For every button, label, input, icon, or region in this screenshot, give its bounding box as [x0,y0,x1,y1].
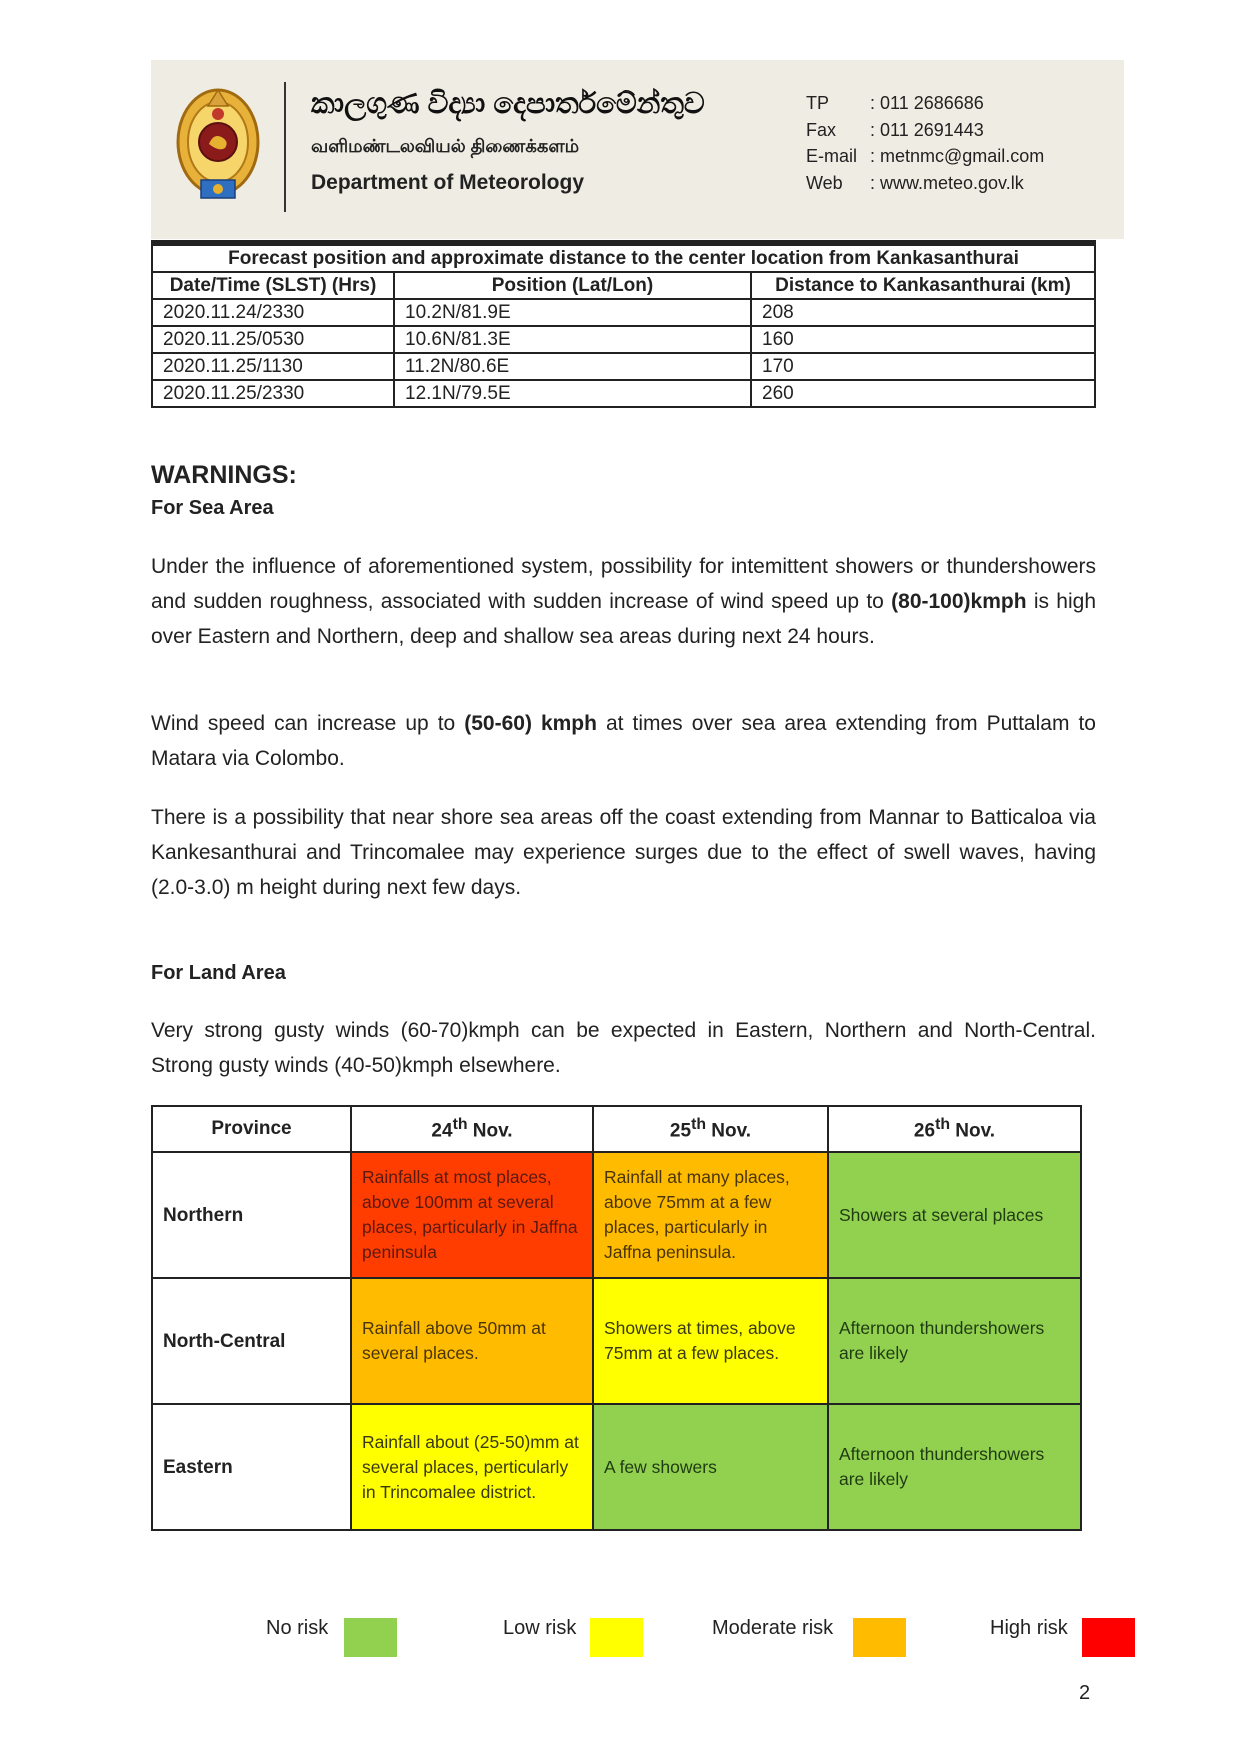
legend-moderate-risk-swatch [853,1618,906,1657]
wind-speed-highlight: (50-60) kmph [464,712,597,735]
department-name-tamil: வளிமண்டலவியல் திணைக்களம் [311,136,580,156]
table-row [152,1152,1081,1278]
risk-cell-low: Rainfall about (25-50)mm at several places, perticularly in Trincomalee district. [351,1404,593,1530]
table-row [152,326,1095,353]
table-title-row [152,245,1095,272]
column-header: Distance to Kankasanthurai (km) [751,272,1095,299]
land-paragraph: Very strong gusty winds (60-70)kmph can be expected in Eastern, Northern and North-Central. Strong gusty winds (40-50)kmph elsewhere. [151,1019,1096,1077]
table-cell: 260 [751,380,1095,407]
province-name: Northern [152,1152,351,1278]
table-row [152,299,1095,326]
table-cell: 11.2N/80.6E [394,353,751,380]
legend-high-risk-swatch [1082,1618,1135,1657]
rainfall-risk-table [151,1105,1082,1531]
column-header [593,1106,828,1152]
column-header: Position (Lat/Lon) [394,272,751,299]
day-number: 24 [431,1120,453,1142]
table-title: Forecast position and approximate distance to the center location from Kankasanthurai [152,245,1095,272]
day-number: 26 [913,1120,936,1142]
contact-label: Fax [806,119,837,140]
day-suffix: th [691,1115,707,1133]
contact-web [806,170,1044,197]
legend-no-risk-label: No risk [266,1617,329,1639]
contact-label: TP [806,93,830,113]
table-cell: 2020.11.25/0530 [152,326,394,353]
table-header-row [152,1106,1081,1152]
contact-details [806,90,1044,196]
land-area-heading: For Land Area [151,962,286,984]
contact-value: : 011 2686686 [870,93,984,113]
column-header: Province [152,1106,351,1152]
risk-cell-moderate: Rainfall at many places, above 75mm at a few places, particularly in Jaffna peninsula. [593,1152,828,1278]
day-suffix: th [935,1115,951,1133]
day-month: Nov. [706,1120,752,1142]
wind-speed-highlight: (80-100)kmph [891,590,1027,613]
column-header [828,1106,1081,1152]
column-header [351,1106,593,1152]
table-cell: 10.2N/81.9E [394,299,751,326]
risk-cell-none: Afternoon thundershowers are likely [828,1278,1081,1404]
paragraph-text: is high over Eastern and Northern, deep and shallow sea areas during next 24 hours. [151,590,1096,648]
column-header: Date/Time (SLST) (Hrs) [152,272,394,299]
table-row [152,1278,1081,1404]
legend-moderate-risk-label: Moderate risk [712,1617,834,1639]
paragraph-text: Wind speed can increase up to [151,712,465,735]
risk-cell-none: A few showers [593,1404,828,1530]
contact-tp [806,90,1044,117]
sea-area-heading: For Sea Area [151,497,274,519]
legend-high-risk-label: High risk [990,1617,1068,1639]
table-cell: 160 [751,326,1095,353]
table-cell: 2020.11.24/2330 [152,299,394,326]
contact-label: Web [806,172,843,193]
province-name: North-Central [152,1278,351,1404]
table-cell: 2020.11.25/2330 [152,380,394,407]
sea-paragraph-3: There is a possibility that near shore sea areas off the coast extending from Mannar to Batticaloa via Kankesanthurai and Trincomalee may experience surges due to the effect of swell waves, having (2.0-3.0) m height during next few days. [151,806,1096,899]
table-header-row [152,272,1095,299]
letterhead [151,60,1124,239]
day-month: Nov. [950,1120,996,1142]
warnings-heading: WARNINGS: [151,461,297,489]
province-name: Eastern [152,1404,351,1530]
contact-value: : 011 2691443 [870,119,984,140]
risk-cell-moderate: Rainfall above 50mm at several places. [351,1278,593,1404]
page-number: 2 [1079,1682,1091,1704]
contact-email [806,143,1044,170]
legend-low-risk-label: Low risk [503,1617,577,1639]
day-number: 25 [669,1120,692,1142]
department-name-english: Department of Meteorology [311,171,585,194]
day-month: Nov. [467,1120,513,1142]
risk-cell-none: Afternoon thundershowers are likely [828,1404,1081,1530]
day-suffix: th [452,1115,468,1133]
table-cell: 2020.11.25/1130 [152,353,394,380]
table-cell: 10.6N/81.3E [394,326,751,353]
forecast-position-table [151,244,1096,408]
sea-paragraph-2 [151,706,1096,776]
legend-no-risk-swatch [344,1618,397,1657]
department-name-sinhala: කාලගුණ විද්‍යා දෙපාර්තමේන්තුව [311,88,705,120]
paragraph-text: at times over sea area extending from Puttalam to Matara via Colombo. [151,712,1096,770]
risk-cell-high: Rainfalls at most places, above 100mm at several places, particularly in Jaffna peninsula [351,1152,593,1278]
table-cell: 12.1N/79.5E [394,380,751,407]
table-row [152,353,1095,380]
contact-fax [806,117,1044,144]
paragraph-text: Under the influence of aforementioned system, possibility for intemittent showers or thundershowers and sudden roughness, associated with sudden increase of wind speed up to [151,555,1096,613]
table-cell: 170 [751,353,1095,380]
contact-label: E-mail [806,146,858,166]
risk-cell-low: Showers at times, above 75mm at a few places. [593,1278,828,1404]
sri-lanka-emblem-icon [173,84,263,206]
table-row [152,1404,1081,1530]
sea-paragraph-1 [151,549,1096,654]
header-divider [284,82,286,212]
table-row [152,380,1095,407]
contact-value[interactable]: : metnmc@gmail.com [870,146,1045,166]
legend-low-risk-swatch [590,1618,643,1657]
contact-value[interactable]: : www.meteo.gov.lk [870,172,1024,193]
risk-cell-none: Showers at several places [828,1152,1081,1278]
table-cell: 208 [751,299,1095,326]
